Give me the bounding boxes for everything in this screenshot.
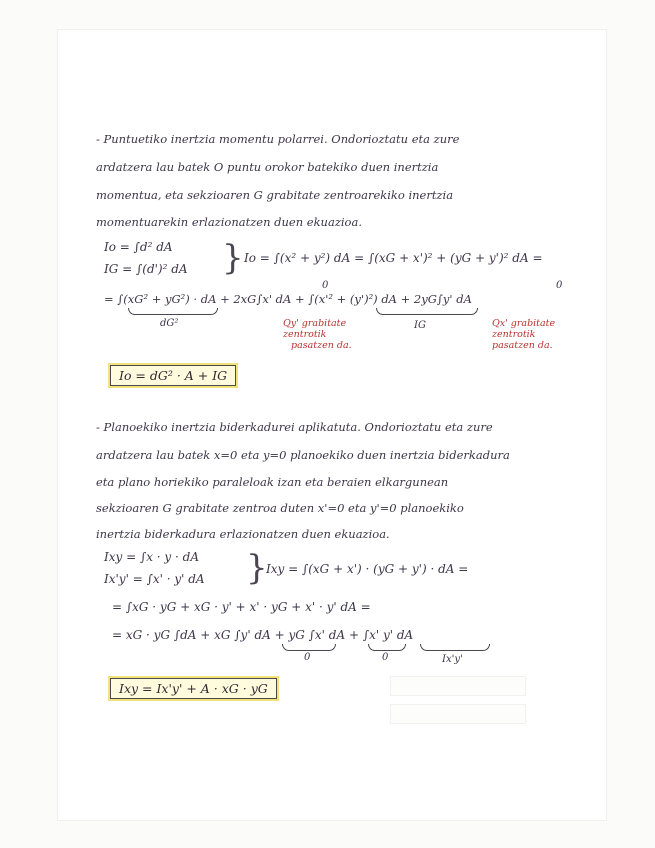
label-ig: IG xyxy=(414,320,426,331)
s2-paragraph-line-5: inertzia biderkadura erlazionatzen duen ekuazioa. xyxy=(96,527,390,541)
eq-ixy-line-3: = xG · yG ∫dA + xG ∫y' dA + yG ∫x' dA + ∫x' y' dA xyxy=(112,628,414,642)
note-qy-line-1: Qy' grabitate xyxy=(283,318,347,329)
s2-paragraph-line-4: sekzioaren G grabitate zentroa duten x'=0 eta y'=0 planoekiko xyxy=(96,501,464,515)
def-ixpyp: Ix'y' = ∫x' · y' dA xyxy=(104,572,205,586)
underbrace-dg2 xyxy=(128,308,218,315)
zero-mark-1: 0 xyxy=(322,280,329,291)
note-qy-line-2: zentrotik xyxy=(283,329,327,340)
s2-paragraph-line-1: - Planoekiko inertzia biderkadurei aplikatuta. Ondorioztatu eta zure xyxy=(96,420,493,434)
label-zero-2: 0 xyxy=(382,652,389,663)
underbrace-ixpyp xyxy=(420,644,490,651)
def-ig: IG = ∫(d')² dA xyxy=(104,262,188,276)
label-zero-1: 0 xyxy=(304,652,311,663)
eq-ixy-line-2: = ∫xG · yG + xG · y' + x' · yG + x' · y' dA = xyxy=(112,600,371,614)
note-qy xyxy=(283,318,352,351)
s2-paragraph-line-3: eta plano horiekiko paraleloak izan eta beraien elkargunean xyxy=(96,475,449,489)
eq-io-main: Io = ∫(x² + y²) dA = ∫(xG + x')² + (yG + y')² dA = xyxy=(244,251,543,265)
note-qx xyxy=(492,318,555,351)
underbrace-zero-1 xyxy=(282,644,336,651)
label-ixpyp: Ix'y' xyxy=(442,654,463,665)
eq-io-expand: = ∫(xG² + yG²) · dA + 2xG∫x' dA + ∫(x'² + (y')²) dA + 2yG∫y' dA xyxy=(104,292,472,306)
s1-paragraph-line-4: momentuarekin erlazionatzen duen ekuazioa. xyxy=(96,215,362,229)
note-qx-line-1: Qx' grabitate xyxy=(492,318,556,329)
result-box-io: Io = dG² · A + IG xyxy=(110,365,236,386)
label-dg2: dG² xyxy=(160,318,179,329)
zero-mark-2: 0 xyxy=(556,280,563,291)
underbrace-ig xyxy=(376,308,478,315)
s1-paragraph-line-3: momentua, eta sekzioaren G grabitate zentroarekiko inertzia xyxy=(96,188,454,202)
s2-paragraph-line-2: ardatzera lau batek x=0 eta y=0 planoekiko duen inertzia biderkadura xyxy=(96,448,510,462)
def-io: Io = ∫d² dA xyxy=(104,240,173,254)
faded-bleed-box-2 xyxy=(390,704,526,724)
note-qy-line-3: pasatzen da. xyxy=(291,340,352,351)
eq-ixy-main: Ixy = ∫(xG + x') · (yG + y') · dA = xyxy=(266,562,469,576)
note-qx-line-2: zentrotik xyxy=(492,329,536,340)
system-brace: } xyxy=(222,238,244,278)
system-brace-2: } xyxy=(246,548,268,588)
s1-paragraph-line-2: ardatzera lau batek O puntu orokor batekiko duen inertzia xyxy=(96,160,439,174)
note-qx-line-3: pasatzen da. xyxy=(492,340,553,351)
result-box-ixy: Ixy = Ix'y' + A · xG · yG xyxy=(110,678,277,699)
underbrace-zero-2 xyxy=(368,644,406,651)
faded-bleed-box-1 xyxy=(390,676,526,696)
def-ixy: Ixy = ∫x · y · dA xyxy=(104,550,200,564)
s1-paragraph-line-1: - Puntuetiko inertzia momentu polarrei. Ondorioztatu eta zure xyxy=(96,132,460,146)
